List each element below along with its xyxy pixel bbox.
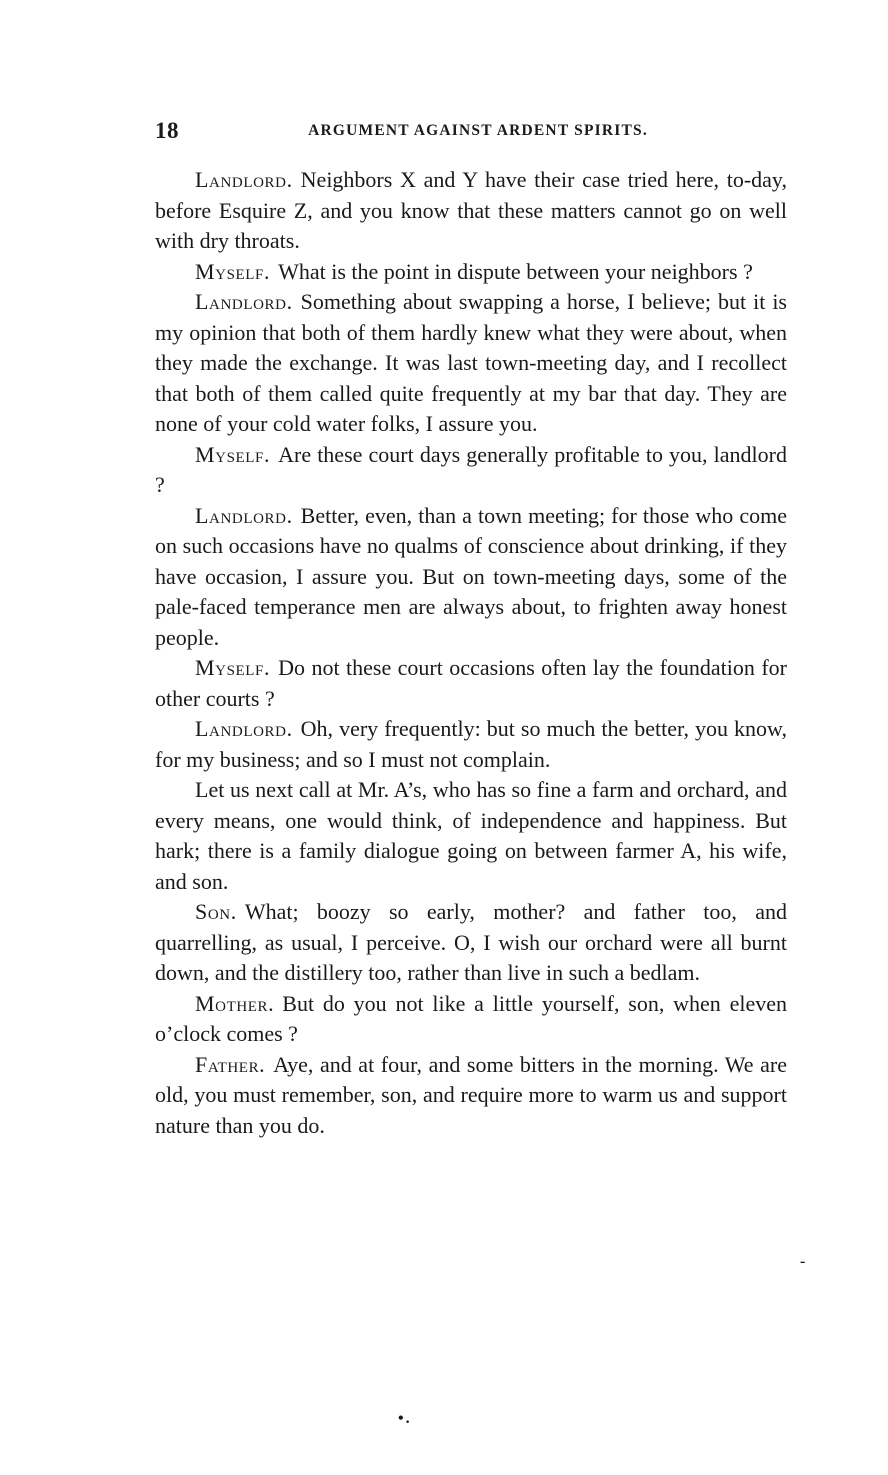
paragraph — [155, 989, 787, 1050]
paragraph — [155, 653, 787, 714]
paragraph — [155, 287, 787, 440]
speaker-name: Myself. — [195, 655, 271, 680]
dialogue-text: But do you not like a little yourself, son, when eleven o’clock comes ? — [155, 990, 787, 1046]
dialogue-text: Aye, and at four, and some bitters in the morning. We are old, you must remember, son, and require more to warm us and support nature than you do. — [155, 1051, 787, 1138]
running-title: ARGUMENT AGAINST ARDENT SPIRITS. — [308, 122, 648, 139]
speaker-name: Landlord. — [195, 289, 293, 314]
dialogue-text: Better, even, than a town meeting; for those who come on such occasions have no qualms of conscience about drinking, if they have occasion, I assure you. But on town-meeting days, some of the pale-faced temperance men are always about, to frighten away honest people. — [155, 502, 787, 650]
speaker-name: Landlord. — [195, 167, 293, 192]
dialogue-text: Neighbors X and Y have their case tried here, to-day, before Esquire Z, and you know that these matters cannot go on well with dry throats. — [155, 167, 787, 253]
dialogue-text: What; boozy so early, mother? and father too, and quarrelling, as usual, I perceive. O, I wish our orchard were all burnt down, and the distillery too, rather than live in such a bedlam. — [155, 899, 787, 985]
dialogue-text: Something about swapping a horse, I believe; but it is my opinion that both of them hardly knew what they were about, when they made the exchange. It was last town-meeting day, and I recollect that both of them called quite frequently at my bar that day. They are none of your cold water folks, I assure you. — [155, 289, 787, 436]
paragraph — [155, 501, 787, 654]
dialogue-text: Oh, very frequently: but so much the better, you know, for my business; and so I must not complain. — [155, 716, 787, 772]
page-header — [155, 118, 785, 148]
paragraph — [155, 165, 787, 257]
narrative-text: Let us next call at Mr. A’s, who has so fine a farm and orchard, and every means, one would think, of independence and happiness. But hark; there is a family dialogue going on between farmer A, his wife, and son. — [155, 777, 787, 894]
paragraph — [155, 257, 787, 288]
speaker-name: Father. — [195, 1051, 266, 1077]
margin-mark: - — [800, 1253, 806, 1270]
narrative-paragraph — [155, 775, 787, 897]
paragraph — [155, 714, 787, 775]
dialogue-text: What is the point in dispute between your neighbors ? — [278, 258, 753, 284]
speaker-name: Landlord. — [195, 502, 293, 528]
speaker-name: Son. — [195, 899, 237, 924]
speaker-name: Mother. — [195, 990, 275, 1016]
speaker-name: Myself. — [195, 441, 271, 467]
speaker-name: Landlord. — [195, 716, 293, 741]
paragraph — [155, 1050, 787, 1142]
dialogue-text: Do not these court occasions often lay the foundation for other courts ? — [155, 655, 787, 711]
body-text — [155, 165, 787, 1141]
footer-dots: •. — [398, 1410, 412, 1427]
dialogue-text: Are these court days generally profitable to you, landlord ? — [155, 441, 787, 497]
page-number: 18 — [155, 118, 179, 143]
paragraph — [155, 897, 787, 989]
speaker-name: Myself. — [195, 258, 271, 284]
paragraph — [155, 440, 787, 501]
